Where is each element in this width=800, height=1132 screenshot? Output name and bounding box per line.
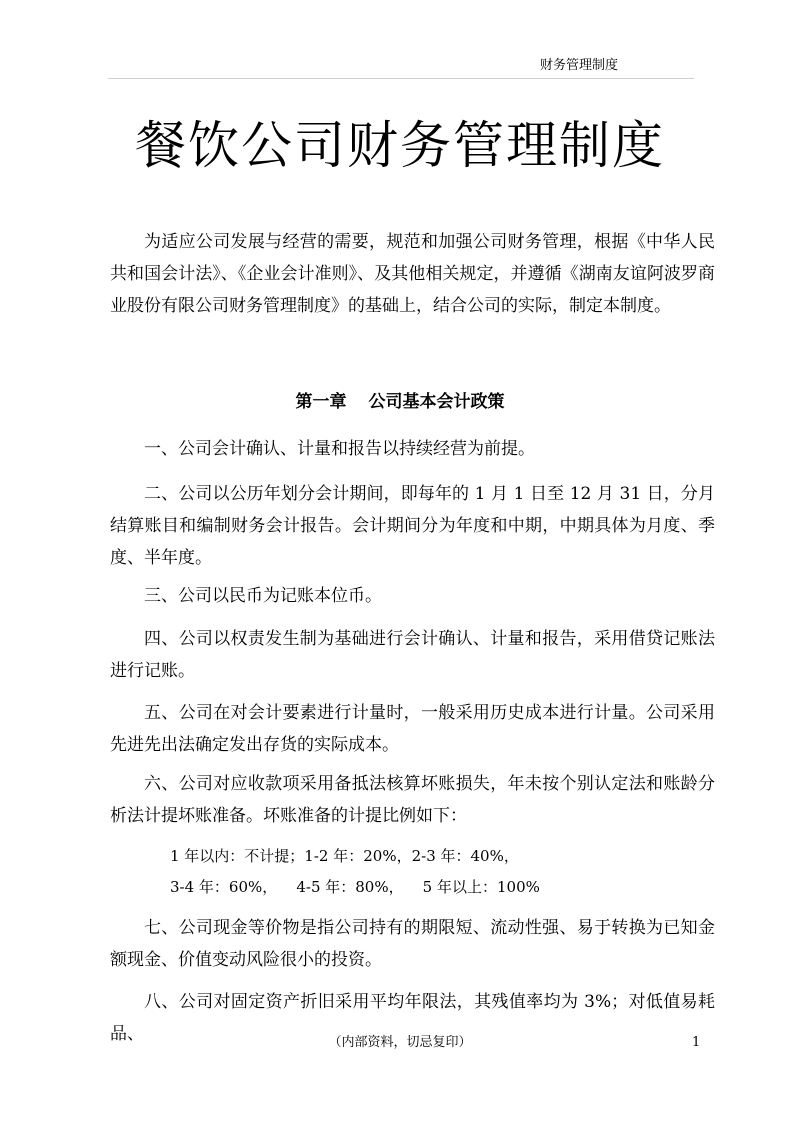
clause-2: 二、公司以公历年划分会计期间，即每年的 1 月 1 日至 12 月 31 日，分月结算账目和编制财务会计报告。会计期间分为年度和中期，中期具体为月度、季度、半年度。 (110, 484, 715, 568)
chapter-name: 公司基本会计政策 (368, 392, 505, 412)
bad-debt-ratio-line-2: 3-4 年：60%， 4-5 年：80%， 5 年以上：100% (170, 878, 540, 896)
clause-5: 五、公司在对会计要素进行计量时，一般采用历史成本进行计量。公司采用先进先出法确定发出存货的实际成本。 (110, 703, 715, 755)
clause-1: 一、公司会计确认、计量和报告以持续经营为前提。 (144, 439, 535, 459)
clause-6: 六、公司对应收款项采用备抵法核算坏账损失，年未按个别认定法和账龄分析法计提坏账准备。坏账准备的计提比例如下： (110, 774, 715, 826)
clause-7: 七、公司现金等价物是指公司持有的期限短、流动性强、易于转换为已知金额现金、价值变动风险很小的投资。 (110, 918, 715, 970)
bad-debt-ratio-line-1: 1 年以内：不计提；1-2 年：20%，2-3 年：40%， (170, 847, 519, 865)
running-header: 财务管理制度 (540, 58, 619, 73)
clause-8: 八、公司对固定资产折旧采用平均年限法，其残值率均为 3%；对低值易耗品、 (110, 992, 715, 1044)
header-rule (108, 78, 694, 79)
chapter-number: 第一章 (295, 392, 347, 412)
clause-4: 四、公司以权责发生制为基础进行会计确认、计量和报告，采用借贷记账法进行记账。 (110, 629, 715, 681)
chapter-heading (0, 387, 800, 417)
clause-3: 三、公司以民币为记账本位币。 (144, 586, 382, 606)
intro-paragraph: 为适应公司发展与经营的需要，规范和加强公司财务管理，根据《中华人民共和国会计法》、《企业会计准则》、及其他相关规定，并遵循《湖南友谊阿波罗商业股份有限公司财务管理制度》的基础上，结合公司的实际，制定本制度。 (110, 232, 715, 316)
footer-note: （内部资料，切忌复印） (328, 1035, 472, 1050)
document-title: 餐饮公司财务管理制度 (134, 117, 665, 176)
page-number: 1 (692, 1035, 701, 1050)
